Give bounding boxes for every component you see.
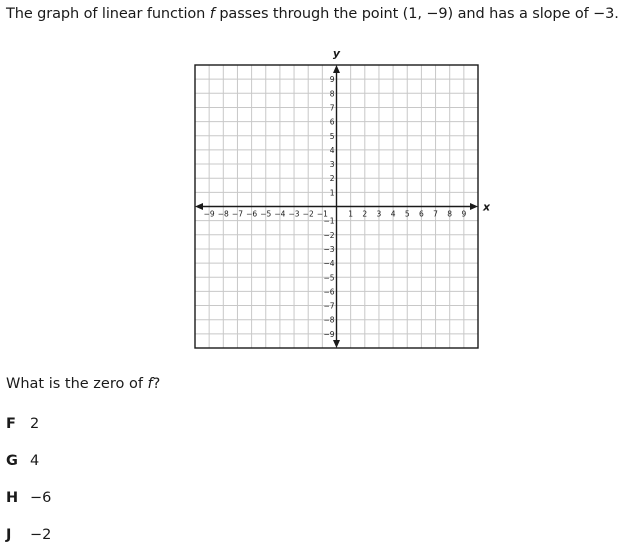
choice-value: 2 xyxy=(30,416,40,432)
y-tick-label: −2 xyxy=(323,230,335,240)
y-axis-label: y xyxy=(332,47,341,60)
answer-choice-h[interactable] xyxy=(6,490,51,506)
y-tick-label: 6 xyxy=(329,117,335,127)
prompt-function-name: f xyxy=(147,376,153,392)
y-tick-label: 9 xyxy=(329,75,335,85)
y-axis-down-arrow xyxy=(333,340,340,348)
x-tick-label: 6 xyxy=(419,209,424,219)
x-axis-label: x xyxy=(483,200,490,214)
prompt-text-start: What is the zero of xyxy=(6,376,148,392)
y-tick-label: −1 xyxy=(323,216,335,226)
choice-value: 4 xyxy=(30,453,40,469)
x-tick-label: 9 xyxy=(461,209,467,219)
choice-letter: G xyxy=(6,453,18,469)
y-tick-label: −9 xyxy=(323,329,335,339)
x-axis-left-arrow xyxy=(195,203,203,210)
x-tick-label: −5 xyxy=(260,209,272,219)
x-tick-label: −3 xyxy=(288,209,300,219)
y-tick-label: 5 xyxy=(329,131,335,141)
x-axis-right-arrow xyxy=(470,203,478,210)
function-name: f xyxy=(209,6,215,22)
y-axis-up-arrow xyxy=(333,65,340,73)
x-tick-label: −9 xyxy=(203,209,215,219)
prompt-text-end: ? xyxy=(152,376,161,392)
answer-choice-j[interactable] xyxy=(6,527,51,543)
y-tick-label: −6 xyxy=(323,287,335,297)
y-tick-label: 8 xyxy=(329,89,335,99)
x-tick-label: 1 xyxy=(348,209,354,219)
y-tick-label: −4 xyxy=(323,259,335,269)
y-tick-label: 3 xyxy=(329,160,335,170)
y-tick-label: 2 xyxy=(329,174,335,184)
answer-choice-g[interactable] xyxy=(6,453,39,469)
choice-letter: J xyxy=(6,527,12,543)
y-tick-label: 4 xyxy=(329,145,335,155)
x-tick-labels xyxy=(204,210,467,219)
x-tick-label: −6 xyxy=(246,209,258,219)
x-tick-label: −8 xyxy=(217,209,229,219)
choice-value: −2 xyxy=(30,527,52,543)
x-tick-label: −2 xyxy=(302,209,314,219)
prompt-text xyxy=(6,376,160,392)
y-tick-label: −8 xyxy=(323,315,335,325)
x-tick-label: 2 xyxy=(362,209,368,219)
question-text xyxy=(6,6,619,22)
x-tick-label: 5 xyxy=(404,209,410,219)
answer-choice-f[interactable] xyxy=(6,416,39,432)
choice-letter: H xyxy=(6,490,19,506)
question-text-start: The graph of linear function xyxy=(6,6,210,22)
x-tick-label: 7 xyxy=(433,209,438,219)
x-tick-label: −1 xyxy=(316,209,328,219)
x-tick-label: 3 xyxy=(376,209,382,219)
x-tick-label: −4 xyxy=(274,209,286,219)
y-tick-label: −5 xyxy=(323,273,335,283)
question-text-end: passes through the point (1, −9) and has a slope of −3. xyxy=(214,6,619,22)
x-tick-label: −7 xyxy=(231,209,243,219)
y-tick-label: −7 xyxy=(323,301,335,311)
coordinate-grid xyxy=(190,45,490,355)
y-tick-label: 7 xyxy=(329,103,335,113)
choice-letter: F xyxy=(6,416,16,432)
y-tick-label: −3 xyxy=(323,244,335,254)
x-tick-label: 8 xyxy=(447,209,453,219)
x-tick-label: 4 xyxy=(390,209,396,219)
choice-value: −6 xyxy=(30,490,52,506)
y-tick-label: 1 xyxy=(329,188,335,198)
